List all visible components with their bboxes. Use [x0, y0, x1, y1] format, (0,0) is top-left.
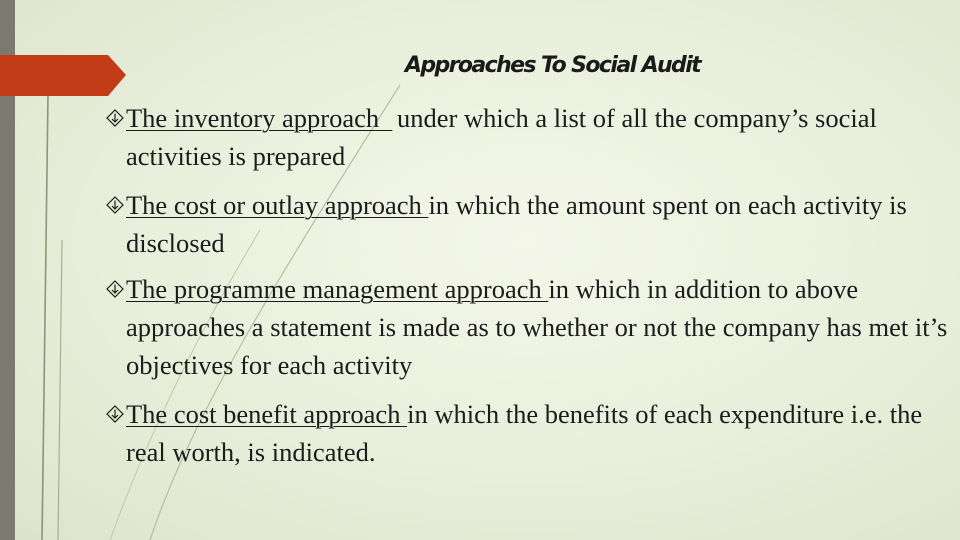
- item-term: The cost benefit approach: [126, 399, 408, 429]
- item-text: in which in addition to above approaches a statement is made as to whether or not the company has met it’s objectives for each activity: [126, 274, 948, 380]
- item-term: The programme management approach: [126, 274, 549, 304]
- diamond-arrow-icon: [106, 280, 124, 298]
- diamond-arrow-icon: [106, 405, 124, 423]
- slide-title: Approaches To Social Audit: [404, 53, 701, 78]
- item-text: in which the amount spent on each activity is disclosed: [126, 190, 907, 258]
- list-item: [104, 186, 954, 262]
- bullet-list: [104, 99, 954, 482]
- item-text: under which a list of all the company’s social activities is prepared: [126, 103, 877, 171]
- item-term: The cost or outlay approach: [126, 190, 429, 220]
- diamond-arrow-icon: [106, 109, 124, 127]
- item-text: in which the benefits of each expenditure i.e. the real worth, is indicated.: [126, 399, 923, 467]
- list-item: [104, 395, 954, 471]
- list-item: [104, 270, 954, 384]
- list-item: [104, 99, 954, 175]
- diamond-arrow-icon: [106, 196, 124, 214]
- item-term: The inventory approach: [126, 103, 393, 133]
